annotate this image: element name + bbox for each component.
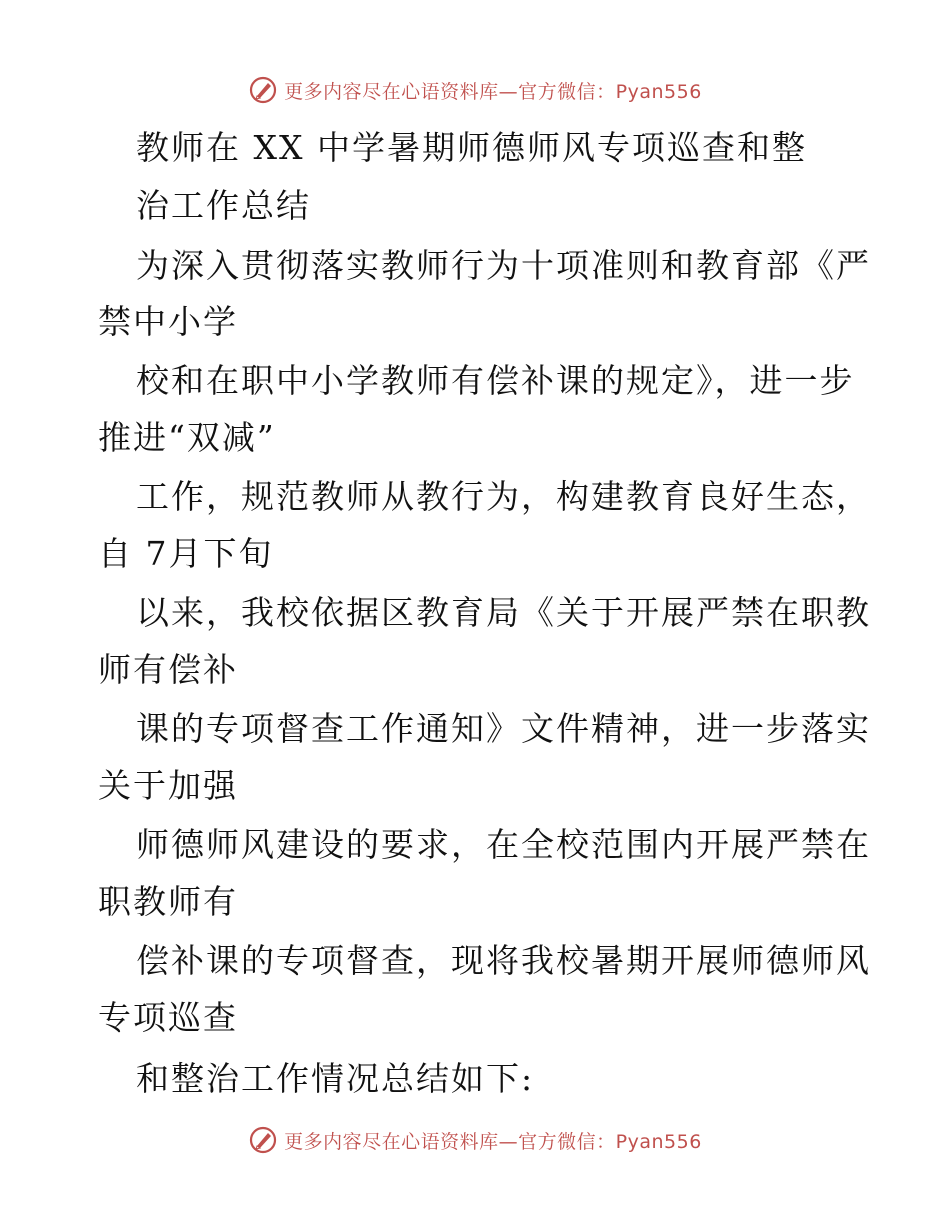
paragraph-line: 自 7月下旬 xyxy=(98,534,274,573)
watermark-text: 更多内容尽在心语资料库—官方微信：Pyan556 xyxy=(284,1130,702,1153)
paragraph-line: 推进“双减” xyxy=(98,418,276,457)
paragraph-line: 禁中小学 xyxy=(98,302,238,341)
paragraph-line: 以来，我校依据区教育局《关于开展严禁在职教 xyxy=(136,593,871,632)
document-title-line-1: 教师在 XX 中学暑期师德师风专项巡查和整 xyxy=(136,128,807,167)
header-watermark xyxy=(0,70,950,110)
paragraph-line: 师德师风建设的要求，在全校范围内开展严禁在 xyxy=(136,825,871,864)
paragraph-line: 职教师有 xyxy=(98,882,238,921)
paragraph-line: 为深入贯彻落实教师行为十项准则和教育部《严 xyxy=(136,246,871,285)
pen-logo-icon xyxy=(248,1125,278,1155)
paragraph-line: 师有偿补 xyxy=(98,650,238,689)
document-title-line-2: 治工作总结 xyxy=(136,186,311,225)
paragraph-line: 偿补课的专项督查，现将我校暑期开展师德师风 xyxy=(136,941,871,980)
footer-watermark xyxy=(0,1120,950,1160)
watermark-text: 更多内容尽在心语资料库—官方微信：Pyan556 xyxy=(284,80,702,103)
paragraph-line: 关于加强 xyxy=(98,766,238,805)
paragraph-line: 工作，规范教师从教行为，构建教育良好生态， xyxy=(136,477,871,516)
pen-logo-icon xyxy=(248,75,278,105)
paragraph-line: 课的专项督查工作通知》文件精神，进一步落实 xyxy=(136,709,871,748)
paragraph-line: 专项巡查 xyxy=(98,998,238,1037)
paragraph-line: 和整治工作情况总结如下: xyxy=(136,1059,535,1098)
paragraph-line: 校和在职中小学教师有偿补课的规定》，进一步 xyxy=(136,361,855,400)
